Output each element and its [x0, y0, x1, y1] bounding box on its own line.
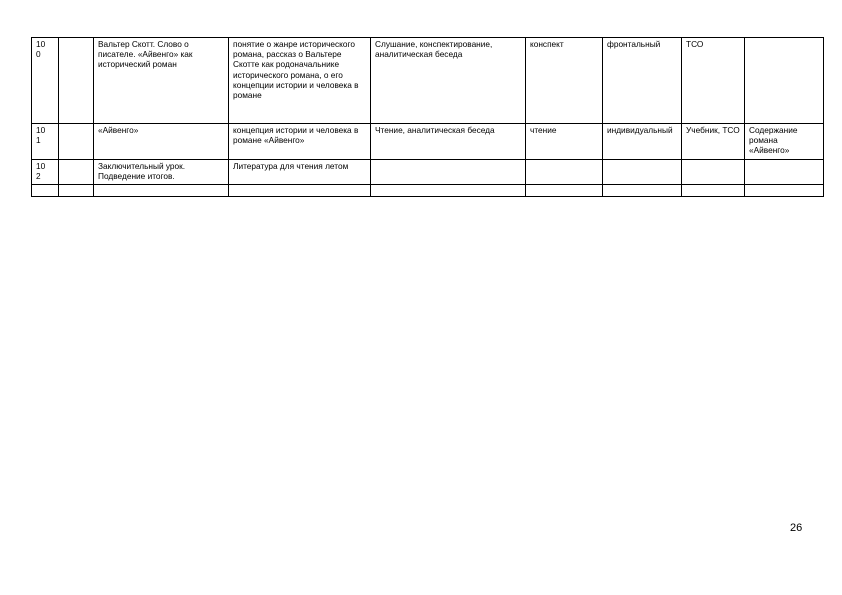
content-cell: понятие о жанре исторического романа, рассказ о Вальтере Скотте как родоначальнике исторического романа, о его концепции истории и человека в романе: [229, 38, 371, 124]
page-number: 26: [790, 522, 803, 534]
control-cell: конспект: [526, 38, 603, 124]
date-cell: [59, 160, 94, 185]
lesson-plan-table: [31, 37, 824, 197]
homework-cell: Содержание романа «Айвенго»: [745, 124, 824, 160]
equipment-cell: [682, 185, 745, 197]
topic-cell: «Айвенго»: [94, 124, 229, 160]
lesson-number-cell: 10 2: [32, 160, 59, 185]
table-row: [32, 124, 824, 160]
control-cell: [526, 185, 603, 197]
table-row: [32, 185, 824, 197]
equipment-cell: ТСО: [682, 38, 745, 124]
equipment-cell: [682, 160, 745, 185]
date-cell: [59, 38, 94, 124]
activities-cell: [371, 185, 526, 197]
activities-cell: [371, 160, 526, 185]
table-row: [32, 38, 824, 124]
topic-cell: Вальтер Скотт. Слово о писателе. «Айвенго» как исторический роман: [94, 38, 229, 124]
homework-cell: [745, 160, 824, 185]
control-cell: [526, 160, 603, 185]
equipment-cell: Учебник, ТСО: [682, 124, 745, 160]
control-cell: чтение: [526, 124, 603, 160]
homework-cell: [745, 38, 824, 124]
content-cell: концепция истории и человека в романе «Айвенго»: [229, 124, 371, 160]
activities-cell: Слушание, конспектирование, аналитическая беседа: [371, 38, 526, 124]
form-cell: фронтальный: [603, 38, 682, 124]
lesson-number-cell: 10 0: [32, 38, 59, 124]
date-cell: [59, 185, 94, 197]
homework-cell: [745, 185, 824, 197]
lesson-number-cell: [32, 185, 59, 197]
form-cell: [603, 185, 682, 197]
date-cell: [59, 124, 94, 160]
content-cell: [229, 185, 371, 197]
topic-cell: [94, 185, 229, 197]
content-cell: Литература для чтения летом: [229, 160, 371, 185]
form-cell: [603, 160, 682, 185]
topic-cell: Заключительный урок. Подведение итогов.: [94, 160, 229, 185]
lesson-number-cell: 10 1: [32, 124, 59, 160]
table-row: [32, 160, 824, 185]
form-cell: индивидуальный: [603, 124, 682, 160]
activities-cell: Чтение, аналитическая беседа: [371, 124, 526, 160]
